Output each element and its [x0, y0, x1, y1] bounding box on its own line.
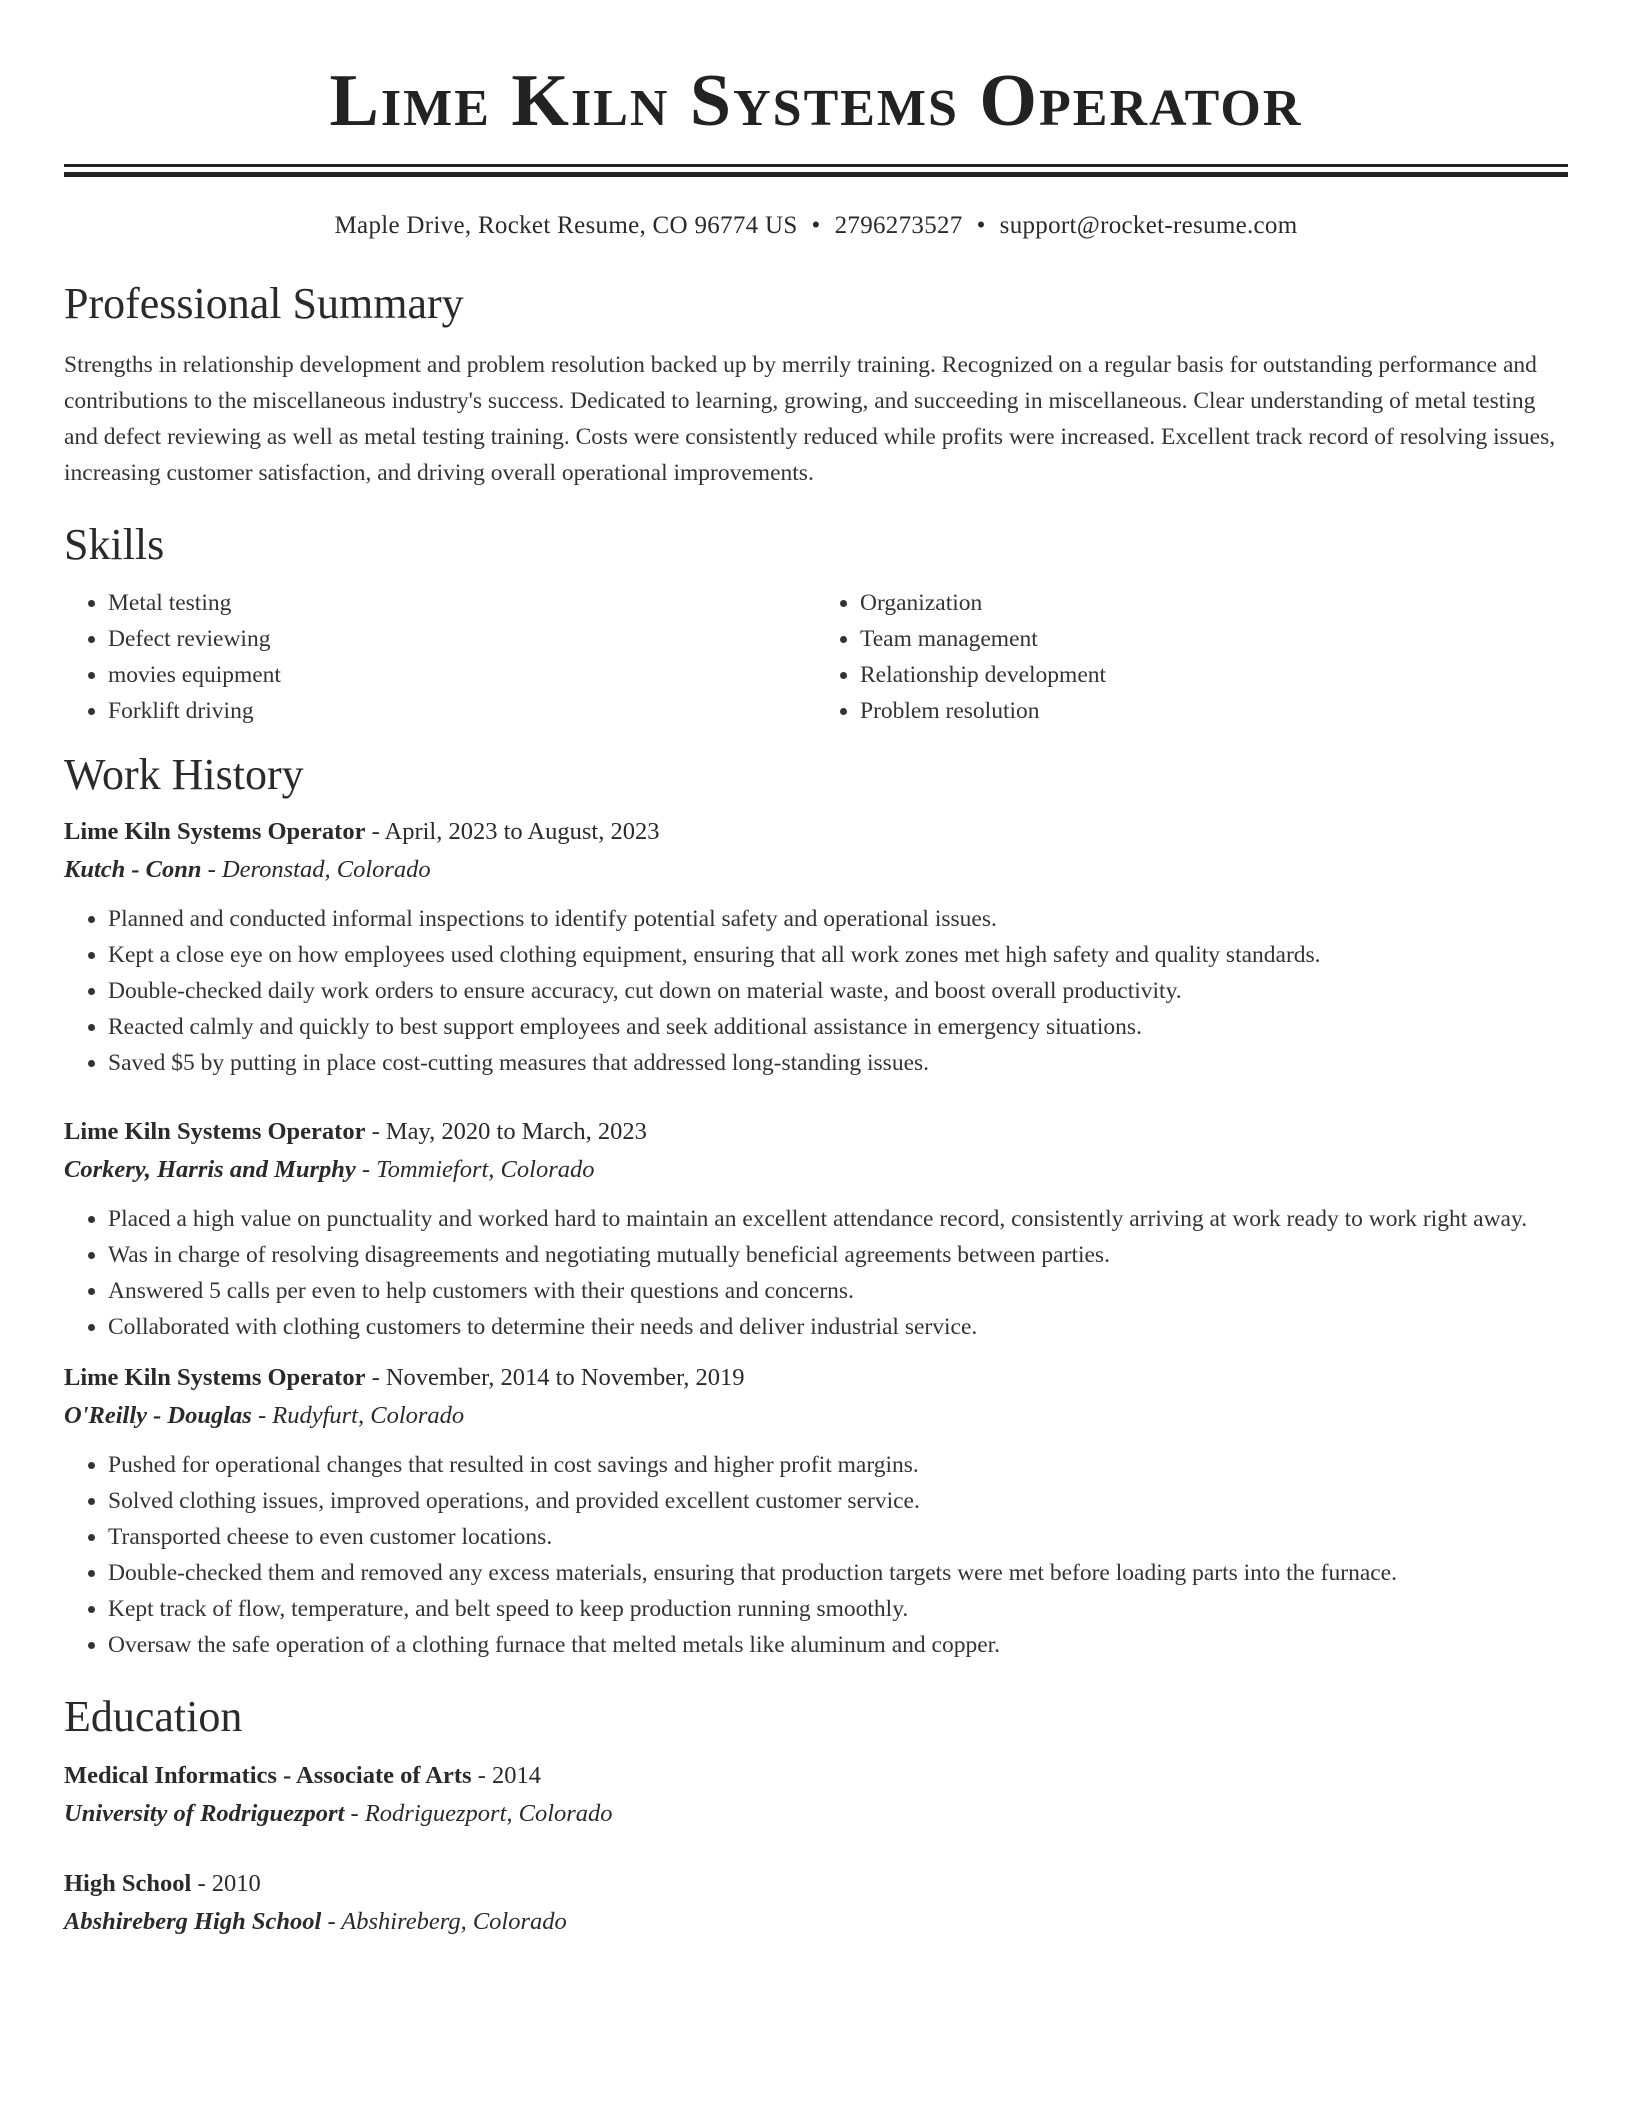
job-company: Corkery, Harris and Murphy	[64, 1156, 356, 1183]
education-entry	[64, 1757, 1568, 1833]
job-entry	[64, 1359, 1568, 1663]
education-school: Abshireberg High School	[64, 1908, 322, 1935]
contact-separator: •	[811, 212, 821, 239]
skill-item: • Forklift driving	[108, 693, 816, 729]
job-duty: • Planned and conducted informal inspections to identify potential safety and operational issues.	[108, 901, 1568, 937]
job-duty: • Was in charge of resolving disagreements and negotiating mutually beneficial agreements between parties.	[108, 1237, 1568, 1273]
job-dates: - November, 2014 to November, 2019	[365, 1364, 745, 1391]
contact-separator: •	[976, 212, 986, 239]
work-history-heading: Work History	[64, 750, 304, 799]
education-year: - 2014	[471, 1762, 541, 1789]
skill-item: • Problem resolution	[860, 693, 1568, 729]
education-school: University of Rodriguezport	[64, 1800, 345, 1827]
job-dates: - May, 2020 to March, 2023	[365, 1118, 647, 1145]
education-degree-line	[64, 1865, 1568, 1903]
skill-item: • Organization	[860, 585, 1568, 621]
job-duty: • Double-checked daily work orders to ensure accuracy, cut down on material waste, and boost overall productivity.	[108, 973, 1568, 1009]
job-duties	[64, 1447, 1568, 1663]
skill-item: • movies equipment	[108, 657, 816, 693]
header-rule-top	[64, 164, 1568, 167]
job-company-line	[64, 1397, 1568, 1435]
job-duty: • Double-checked them and removed any excess materials, ensuring that production targets were met before loading parts into the furnace.	[108, 1555, 1568, 1591]
skills-list-left	[64, 585, 816, 729]
contact-line	[64, 210, 1568, 242]
job-duties	[64, 1201, 1568, 1345]
skills-columns	[64, 585, 1568, 729]
job-title-line	[64, 1113, 1568, 1151]
summary-text: Strengths in relationship development and problem resolution backed up by merrily training. Recognized on a regular basis for outstanding performance and contributions to the miscellaneous industry's success. Dedicated to learning, growing, and succeeding in miscellaneous. Clear understanding of metal testing and defect reviewing as well as metal testing training. Costs were consistently reduced while profits were increased. Excellent track record of resolving issues, increasing customer satisfaction, and driving overall operational improvements.	[64, 352, 1556, 486]
skills-list-right	[816, 585, 1568, 729]
job-duty: • Collaborated with clothing customers to determine their needs and deliver industrial service.	[108, 1309, 1568, 1345]
job-location: - Rudyfurt, Colorado	[251, 1402, 465, 1429]
education-section	[64, 1691, 1568, 1941]
job-duty: • Answered 5 calls per even to help customers with their questions and concerns.	[108, 1273, 1568, 1309]
education-degree: High School	[64, 1870, 192, 1897]
job-entry	[64, 1113, 1568, 1345]
skills-heading: Skills	[64, 520, 165, 569]
education-degree-line	[64, 1757, 1568, 1795]
education-location: - Rodriguezport, Colorado	[344, 1800, 613, 1827]
contact-address: Maple Drive, Rocket Resume, CO 96774 US	[334, 212, 798, 239]
skill-item: • Metal testing	[108, 585, 816, 621]
education-year: - 2010	[191, 1870, 261, 1897]
skill-item: • Team management	[860, 621, 1568, 657]
skill-item: • Defect reviewing	[108, 621, 816, 657]
job-duty: • Oversaw the safe operation of a clothing furnace that melted metals like aluminum and copper.	[108, 1627, 1568, 1663]
header-rule-bottom	[64, 172, 1568, 177]
education-school-line	[64, 1903, 1568, 1941]
summary-heading: Professional Summary	[64, 279, 464, 328]
work-history-section	[64, 749, 1568, 1663]
job-duty: • Solved clothing issues, improved operations, and provided excellent customer service.	[108, 1483, 1568, 1519]
job-duty: • Transported cheese to even customer locations.	[108, 1519, 1568, 1555]
education-school-line	[64, 1795, 1568, 1833]
job-duty: • Reacted calmly and quickly to best support employees and seek additional assistance in emergency situations.	[108, 1009, 1568, 1045]
education-heading: Education	[64, 1692, 243, 1741]
job-location: - Deronstad, Colorado	[201, 856, 431, 883]
job-company: Kutch - Conn	[64, 856, 202, 883]
job-role: Lime Kiln Systems Operator	[64, 1364, 366, 1391]
education-entry	[64, 1865, 1568, 1941]
job-duty: • Placed a high value on punctuality and worked hard to maintain an excellent attendance record, consistently arriving at work ready to work right away.	[108, 1201, 1568, 1237]
job-role: Lime Kiln Systems Operator	[64, 818, 366, 845]
job-duty: • Pushed for operational changes that resulted in cost savings and higher profit margins.	[108, 1447, 1568, 1483]
skill-item: • Relationship development	[860, 657, 1568, 693]
education-location: - Abshireberg, Colorado	[321, 1908, 567, 1935]
job-company-line	[64, 851, 1568, 889]
education-degree: Medical Informatics - Associate of Arts	[64, 1762, 472, 1789]
job-company-line	[64, 1151, 1568, 1189]
summary-section	[64, 278, 1568, 491]
job-entry	[64, 813, 1568, 1081]
job-location: - Tommiefort, Colorado	[355, 1156, 595, 1183]
job-duty: • Kept track of flow, temperature, and belt speed to keep production running smoothly.	[108, 1591, 1568, 1627]
job-duty: • Saved $5 by putting in place cost-cutting measures that addressed long-standing issues.	[108, 1045, 1568, 1081]
contact-phone: 2796273527	[834, 212, 963, 239]
job-duties	[64, 901, 1568, 1081]
job-role: Lime Kiln Systems Operator	[64, 1118, 366, 1145]
job-company: O'Reilly - Douglas	[64, 1402, 252, 1429]
skills-section	[64, 519, 1568, 729]
job-duty: • Kept a close eye on how employees used clothing equipment, ensuring that all work zones met high safety and quality standards.	[108, 937, 1568, 973]
job-title-line	[64, 1359, 1568, 1397]
job-title-line	[64, 813, 1568, 851]
contact-email[interactable]: support@rocket-resume.com	[999, 212, 1298, 239]
job-dates: - April, 2023 to August, 2023	[365, 818, 660, 845]
resume-name: Lime Kiln Systems Operator	[329, 60, 1303, 142]
